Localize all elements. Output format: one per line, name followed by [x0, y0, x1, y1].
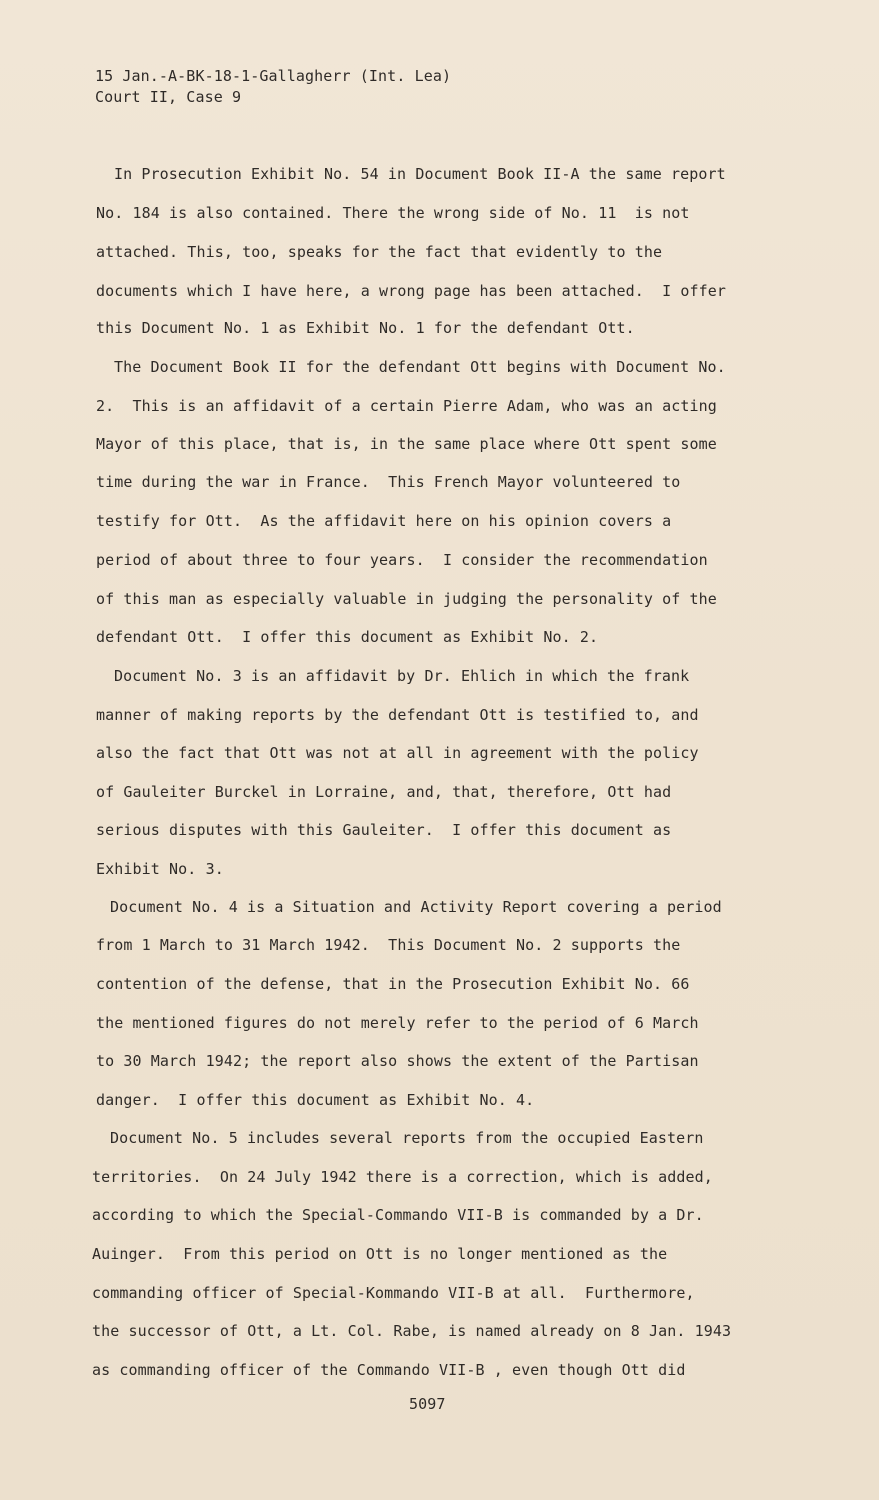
body-line: Exhibit No. 3. — [96, 860, 224, 878]
body-line: Mayor of this place, that is, in the same place where Ott spent some — [96, 435, 717, 453]
body-line: period of about three to four years. I consider the recommendation — [96, 551, 708, 569]
body-line: the mentioned figures do not merely refer to the period of 6 March — [96, 1014, 699, 1032]
header-line-2: Court II, Case 9 — [95, 88, 242, 106]
body-line: of Gauleiter Burckel in Lorraine, and, that, therefore, Ott had — [96, 783, 672, 801]
body-line: defendant Ott. I offer this document as Exhibit No. 2. — [96, 628, 599, 646]
document-header — [95, 66, 451, 108]
body-line: contention of the defense, that in the Prosecution Exhibit No. 66 — [96, 975, 690, 993]
body-line: No. 184 is also contained. There the wrong side of No. 11 is not — [96, 204, 690, 222]
page-number: 5097 — [409, 1395, 446, 1413]
body-line: from 1 March to 31 March 1942. This Document No. 2 supports the — [96, 936, 681, 954]
body-line: as commanding officer of the Commando VII-B , even though Ott did — [92, 1361, 686, 1379]
body-line: Document No. 4 is a Situation and Activity Report covering a period — [110, 898, 722, 916]
body-line: Document No. 3 is an affidavit by Dr. Ehlich in which the frank — [114, 667, 690, 685]
body-line: testify for Ott. As the affidavit here on his opinion covers a — [96, 512, 672, 530]
body-line: 2. This is an affidavit of a certain Pierre Adam, who was an acting — [96, 397, 717, 415]
body-line: territories. On 24 July 1942 there is a correction, which is added, — [92, 1168, 713, 1186]
body-line: of this man as especially valuable in judging the personality of the — [96, 590, 717, 608]
body-line: manner of making reports by the defendant Ott is testified to, and — [96, 706, 699, 724]
body-line: according to which the Special-Commando VII-B is commanded by a Dr. — [92, 1206, 704, 1224]
body-line: also the fact that Ott was not at all in agreement with the policy — [96, 744, 699, 762]
body-line: time during the war in France. This French Mayor volunteered to — [96, 473, 681, 491]
body-line: the successor of Ott, a Lt. Col. Rabe, is named already on 8 Jan. 1943 — [92, 1322, 732, 1340]
body-line: this Document No. 1 as Exhibit No. 1 for the defendant Ott. — [96, 319, 635, 337]
body-line: commanding officer of Special-Kommando VII-B at all. Furthermore, — [92, 1284, 695, 1302]
body-line: The Document Book II for the defendant Ott begins with Document No. — [114, 358, 726, 376]
body-line: In Prosecution Exhibit No. 54 in Document Book II-A the same report — [114, 165, 726, 183]
body-line: to 30 March 1942; the report also shows the extent of the Partisan — [96, 1052, 699, 1070]
header-line-1: 15 Jan.-A-BK-18-1-Gallagherr (Int. Lea) — [95, 67, 452, 85]
body-line: documents which I have here, a wrong page has been attached. I offer — [96, 282, 727, 300]
body-line: danger. I offer this document as Exhibit No. 4. — [96, 1091, 535, 1109]
body-line: serious disputes with this Gauleiter. I offer this document as — [96, 821, 672, 839]
body-line: Document No. 5 includes several reports from the occupied Eastern — [110, 1129, 704, 1147]
body-line: attached. This, too, speaks for the fact that evidently to the — [96, 243, 663, 261]
body-line: Auinger. From this period on Ott is no longer mentioned as the — [92, 1245, 668, 1263]
